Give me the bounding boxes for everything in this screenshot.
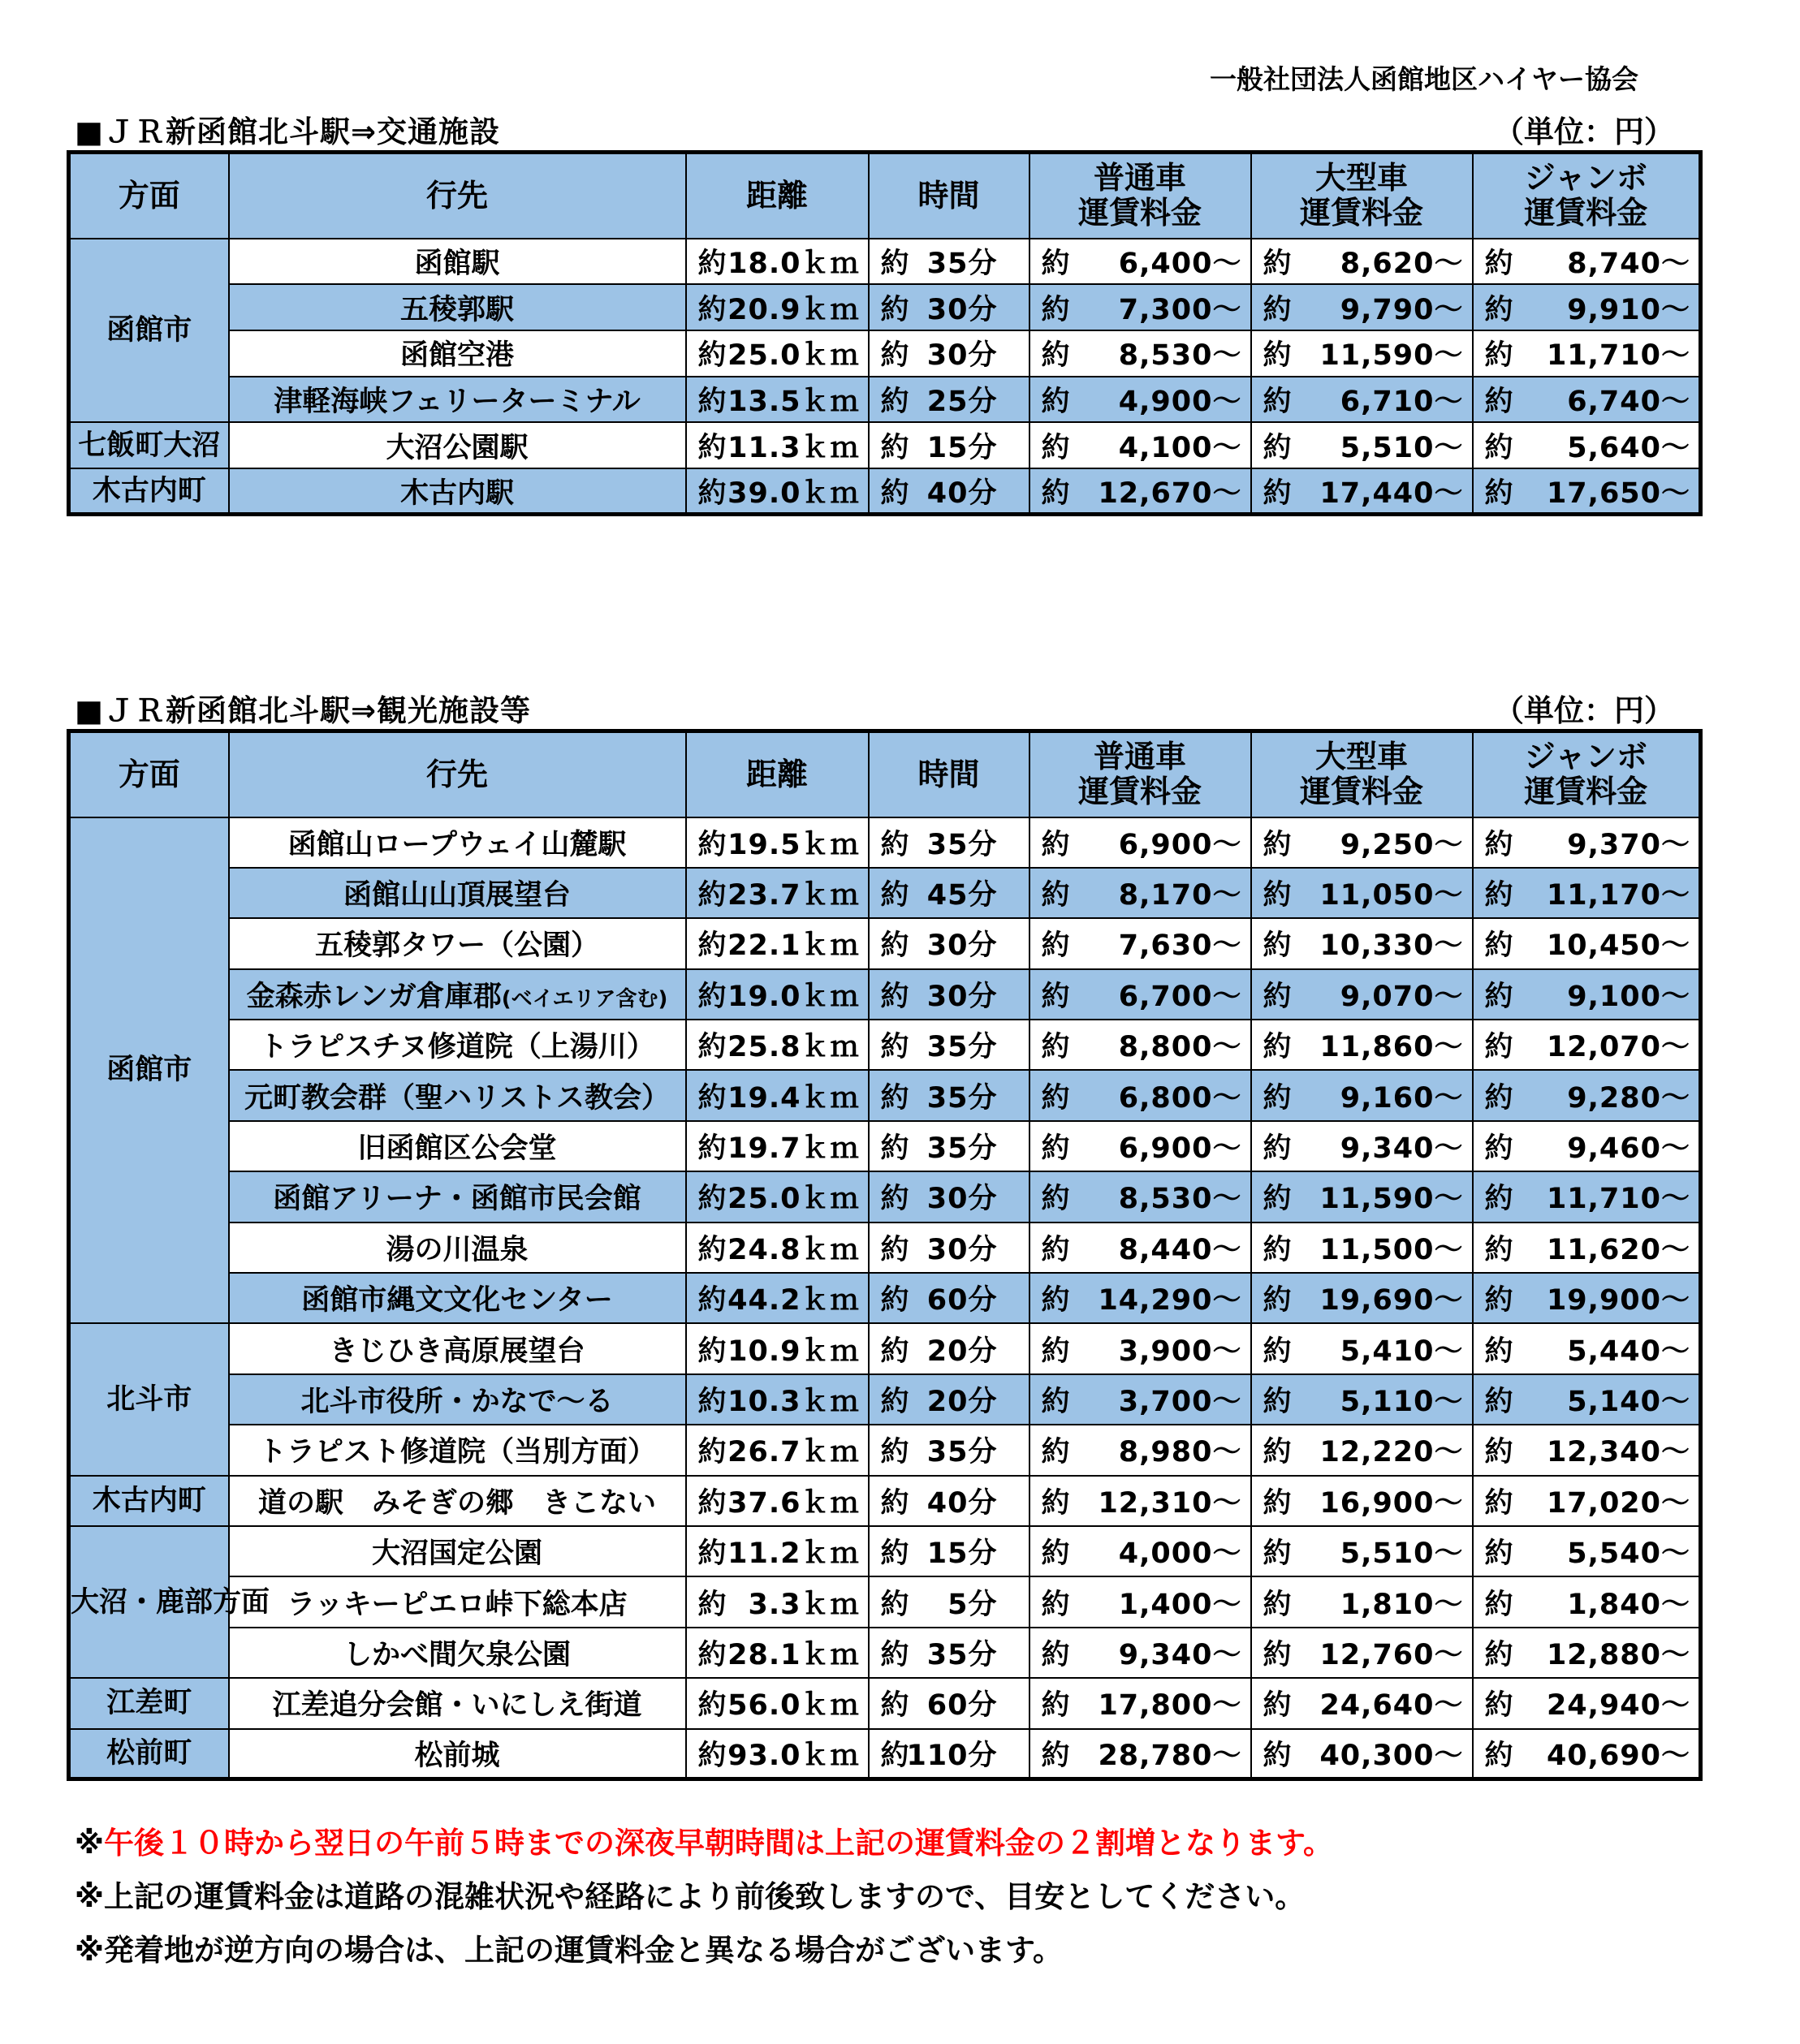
jumbo-fare-cell: 約 9,370～ — [1473, 817, 1701, 868]
destination-cell: 元町教会群（聖ハリストス教会） — [229, 1070, 686, 1120]
header-area: 方面 — [69, 731, 229, 817]
header-normal-car-fare: 普通車 運賃料金 — [1029, 731, 1251, 817]
large-fare-cell: 約 11,860～ — [1251, 1020, 1473, 1070]
table1-title: ■ＪＲ新函館北斗駅⇒交通施設 — [75, 114, 500, 149]
large-fare-cell: 約 5,510～ — [1251, 1526, 1473, 1576]
area-cell: 木古内町 — [69, 1476, 229, 1526]
destination-cell: しかべ間欠泉公園 — [229, 1628, 686, 1678]
time-cell: 約 30分 — [869, 1171, 1029, 1222]
header-row — [69, 731, 1701, 817]
header-large-car-fare: 大型車 運賃料金 — [1251, 731, 1473, 817]
fare-table-tourism — [67, 729, 1703, 1781]
normal-fare-cell: 約 12,670～ — [1029, 468, 1251, 515]
jumbo-fare-cell: 約 5,640～ — [1473, 422, 1701, 468]
distance-cell: 約 44.2ｋｍ — [686, 1273, 869, 1323]
time-cell: 約 35分 — [869, 239, 1029, 285]
jumbo-fare-cell: 約 9,100～ — [1473, 969, 1701, 1020]
area-cell: 松前町 — [69, 1729, 229, 1779]
jumbo-fare-cell: 約 11,710～ — [1473, 330, 1701, 377]
area-cell: 大沼・鹿部方面 — [69, 1526, 229, 1678]
normal-fare-cell: 約 3,700～ — [1029, 1374, 1251, 1425]
jumbo-fare-cell: 約 5,540～ — [1473, 1526, 1701, 1576]
time-cell: 約 20分 — [869, 1374, 1029, 1425]
large-fare-cell: 約 10,330～ — [1251, 918, 1473, 968]
distance-cell: 約 93.0ｋｍ — [686, 1729, 869, 1779]
destination-cell: トラピスト修道院（当別方面） — [229, 1425, 686, 1475]
normal-fare-cell: 約 8,800～ — [1029, 1020, 1251, 1070]
jumbo-fare-cell: 約 12,880～ — [1473, 1628, 1701, 1678]
destination-cell: 函館山山頂展望台 — [229, 868, 686, 918]
header-time: 時間 — [869, 731, 1029, 817]
distance-cell: 約 13.5ｋｍ — [686, 377, 869, 423]
table-row — [69, 330, 1701, 377]
table-row — [69, 969, 1701, 1020]
normal-fare-cell: 約 8,980～ — [1029, 1425, 1251, 1475]
header-normal-car-fare: 普通車 運賃料金 — [1029, 153, 1251, 239]
table-row — [69, 468, 1701, 515]
time-cell: 約 40分 — [869, 468, 1029, 515]
distance-cell: 約 25.8ｋｍ — [686, 1020, 869, 1070]
destination-cell: 函館駅 — [229, 239, 686, 285]
jumbo-fare-cell: 約 19,900～ — [1473, 1273, 1701, 1323]
distance-cell: 約 3.3ｋｍ — [686, 1576, 869, 1627]
note-item: ※発着地が逆方向の場合は、上記の運賃料金と異なる場合がございます。 — [75, 1933, 1064, 1968]
time-cell: 約 40分 — [869, 1476, 1029, 1526]
large-fare-cell: 約 9,070～ — [1251, 969, 1473, 1020]
normal-fare-cell: 約 8,440～ — [1029, 1223, 1251, 1273]
time-cell: 約 60分 — [869, 1678, 1029, 1728]
jumbo-fare-cell: 約 11,710～ — [1473, 1171, 1701, 1222]
normal-fare-cell: 約 1,400～ — [1029, 1576, 1251, 1627]
destination-cell: 金森赤レンガ倉庫郡(ベイエリア含む) — [229, 969, 686, 1020]
header-large-car-fare: 大型車 運賃料金 — [1251, 153, 1473, 239]
large-fare-cell: 約 1,810～ — [1251, 1576, 1473, 1627]
table-row — [69, 1576, 1701, 1627]
note-item: ※上記の運賃料金は道路の混雑状況や経路により前後致しますので、目安としてください。 — [75, 1879, 1306, 1914]
large-fare-cell: 約 9,160～ — [1251, 1070, 1473, 1120]
jumbo-fare-cell: 約 6,740～ — [1473, 377, 1701, 423]
jumbo-fare-cell: 約 9,910～ — [1473, 284, 1701, 330]
table-row — [69, 284, 1701, 330]
large-fare-cell: 約 11,050～ — [1251, 868, 1473, 918]
normal-fare-cell: 約 6,400～ — [1029, 239, 1251, 285]
large-fare-cell: 約 12,220～ — [1251, 1425, 1473, 1475]
table2-title: ■ＪＲ新函館北斗駅⇒観光施設等 — [75, 693, 531, 728]
large-fare-cell: 約 5,410～ — [1251, 1323, 1473, 1373]
normal-fare-cell: 約 8,170～ — [1029, 868, 1251, 918]
table-row — [69, 1628, 1701, 1678]
destination-cell: 道の駅 みそぎの郷 きこない — [229, 1476, 686, 1526]
jumbo-fare-cell: 約 10,450～ — [1473, 918, 1701, 968]
distance-cell: 約 11.2ｋｍ — [686, 1526, 869, 1576]
destination-cell: 函館空港 — [229, 330, 686, 377]
distance-cell: 約 18.0ｋｍ — [686, 239, 869, 285]
normal-fare-cell: 約 12,310～ — [1029, 1476, 1251, 1526]
time-cell: 約 5分 — [869, 1576, 1029, 1627]
large-fare-cell: 約 5,110～ — [1251, 1374, 1473, 1425]
distance-cell: 約 25.0ｋｍ — [686, 330, 869, 377]
large-fare-cell: 約 11,590～ — [1251, 330, 1473, 377]
time-cell: 約 30分 — [869, 330, 1029, 377]
area-cell: 七飯町大沼 — [69, 422, 229, 468]
table-row — [69, 1476, 1701, 1526]
jumbo-fare-cell: 約 8,740～ — [1473, 239, 1701, 285]
table-row — [69, 1729, 1701, 1779]
distance-cell: 約 19.4ｋｍ — [686, 1070, 869, 1120]
header-time: 時間 — [869, 153, 1029, 239]
time-cell: 約 35分 — [869, 1628, 1029, 1678]
time-cell: 約 30分 — [869, 969, 1029, 1020]
distance-cell: 約 10.9ｋｍ — [686, 1323, 869, 1373]
destination-cell: 五稜郭駅 — [229, 284, 686, 330]
table-row — [69, 1121, 1701, 1171]
large-fare-cell: 約 9,340～ — [1251, 1121, 1473, 1171]
table-row — [69, 1171, 1701, 1222]
jumbo-fare-cell: 約 12,340～ — [1473, 1425, 1701, 1475]
normal-fare-cell: 約 4,100～ — [1029, 422, 1251, 468]
table1-unit: （単位：円） — [1494, 114, 1674, 149]
destination-cell: 北斗市役所・かなで～る — [229, 1374, 686, 1425]
large-fare-cell: 約 9,250～ — [1251, 817, 1473, 868]
table-row — [69, 239, 1701, 285]
table-row — [69, 1070, 1701, 1120]
header-area: 方面 — [69, 153, 229, 239]
time-cell: 約 35分 — [869, 1425, 1029, 1475]
table-row — [69, 1526, 1701, 1576]
distance-cell: 約 26.7ｋｍ — [686, 1425, 869, 1475]
time-cell: 約 35分 — [869, 1070, 1029, 1120]
jumbo-fare-cell: 約 9,280～ — [1473, 1070, 1701, 1120]
large-fare-cell: 約 24,640～ — [1251, 1678, 1473, 1728]
table-row — [69, 1374, 1701, 1425]
destination-cell: 湯の川温泉 — [229, 1223, 686, 1273]
jumbo-fare-cell: 約 17,650～ — [1473, 468, 1701, 515]
normal-fare-cell: 約 4,900～ — [1029, 377, 1251, 423]
note-item: ※午後１０時から翌日の午前５時までの深夜早朝時間は上記の運賃料金の２割増となります。 — [75, 1826, 1334, 1861]
normal-fare-cell: 約 28,780～ — [1029, 1729, 1251, 1779]
jumbo-fare-cell: 約 11,170～ — [1473, 868, 1701, 918]
destination-cell: きじひき高原展望台 — [229, 1323, 686, 1373]
distance-cell: 約 37.6ｋｍ — [686, 1476, 869, 1526]
time-cell: 約 15分 — [869, 1526, 1029, 1576]
organization-name: 一般社団法人函館地区ハイヤー協会 — [1210, 63, 1638, 95]
large-fare-cell: 約 5,510～ — [1251, 422, 1473, 468]
jumbo-fare-cell: 約 9,460～ — [1473, 1121, 1701, 1171]
table-row — [69, 1323, 1701, 1373]
jumbo-fare-cell: 約 17,020～ — [1473, 1476, 1701, 1526]
time-cell: 約 30分 — [869, 284, 1029, 330]
time-cell: 約 45分 — [869, 868, 1029, 918]
distance-cell: 約 56.0ｋｍ — [686, 1678, 869, 1728]
normal-fare-cell: 約 14,290～ — [1029, 1273, 1251, 1323]
table-row — [69, 1273, 1701, 1323]
jumbo-fare-cell: 約 1,840～ — [1473, 1576, 1701, 1627]
destination-cell: 函館アリーナ・函館市民会館 — [229, 1171, 686, 1222]
destination-cell: トラピスチヌ修道院（上湯川） — [229, 1020, 686, 1070]
large-fare-cell: 約 17,440～ — [1251, 468, 1473, 515]
destination-cell: 津軽海峡フェリーターミナル — [229, 377, 686, 423]
time-cell: 約 35分 — [869, 1121, 1029, 1171]
large-fare-cell: 約 8,620～ — [1251, 239, 1473, 285]
table-row — [69, 817, 1701, 868]
distance-cell: 約 19.5ｋｍ — [686, 817, 869, 868]
normal-fare-cell: 約 3,900～ — [1029, 1323, 1251, 1373]
normal-fare-cell: 約 6,800～ — [1029, 1070, 1251, 1120]
distance-cell: 約 25.0ｋｍ — [686, 1171, 869, 1222]
large-fare-cell: 約 19,690～ — [1251, 1273, 1473, 1323]
normal-fare-cell: 約 8,530～ — [1029, 1171, 1251, 1222]
destination-cell: 函館山ロープウェイ山麓駅 — [229, 817, 686, 868]
header-distance: 距離 — [686, 153, 869, 239]
notes — [75, 1817, 1333, 1977]
large-fare-cell: 約 6,710～ — [1251, 377, 1473, 423]
large-fare-cell: 約 16,900～ — [1251, 1476, 1473, 1526]
distance-cell: 約 28.1ｋｍ — [686, 1628, 869, 1678]
fare-table-transport — [67, 150, 1703, 516]
distance-cell: 約 39.0ｋｍ — [686, 468, 869, 515]
time-cell: 約 30分 — [869, 1223, 1029, 1273]
table-row — [69, 868, 1701, 918]
header-destination: 行先 — [229, 153, 686, 239]
jumbo-fare-cell: 約 5,140～ — [1473, 1374, 1701, 1425]
jumbo-fare-cell: 約 5,440～ — [1473, 1323, 1701, 1373]
area-cell: 函館市 — [69, 817, 229, 1324]
distance-cell: 約 19.7ｋｍ — [686, 1121, 869, 1171]
area-cell: 木古内町 — [69, 468, 229, 515]
time-cell: 約 110分 — [869, 1729, 1029, 1779]
destination-cell: ラッキーピエロ峠下総本店 — [229, 1576, 686, 1627]
time-cell: 約 60分 — [869, 1273, 1029, 1323]
table-row — [69, 377, 1701, 423]
time-cell: 約 20分 — [869, 1323, 1029, 1373]
destination-cell: 江差追分会館・いにしえ街道 — [229, 1678, 686, 1728]
area-cell: 江差町 — [69, 1678, 229, 1728]
time-cell: 約 35分 — [869, 817, 1029, 868]
distance-cell: 約 23.7ｋｍ — [686, 868, 869, 918]
table-row — [69, 1678, 1701, 1728]
table-row — [69, 1020, 1701, 1070]
destination-cell: 五稜郭タワー（公園） — [229, 918, 686, 968]
destination-cell: 函館市縄文文化センター — [229, 1273, 686, 1323]
destination-cell: 大沼国定公園 — [229, 1526, 686, 1576]
table-row — [69, 422, 1701, 468]
area-cell: 函館市 — [69, 239, 229, 423]
large-fare-cell: 約 11,500～ — [1251, 1223, 1473, 1273]
normal-fare-cell: 約 7,300～ — [1029, 284, 1251, 330]
distance-cell: 約 24.8ｋｍ — [686, 1223, 869, 1273]
distance-cell: 約 10.3ｋｍ — [686, 1374, 869, 1425]
distance-cell: 約 19.0ｋｍ — [686, 969, 869, 1020]
destination-cell: 旧函館区公会堂 — [229, 1121, 686, 1171]
jumbo-fare-cell: 約 11,620～ — [1473, 1223, 1701, 1273]
header-jumbo-fare: ジャンボ 運賃料金 — [1473, 153, 1701, 239]
distance-cell: 約 11.3ｋｍ — [686, 422, 869, 468]
normal-fare-cell: 約 7,630～ — [1029, 918, 1251, 968]
normal-fare-cell: 約 6,700～ — [1029, 969, 1251, 1020]
distance-cell: 約 20.9ｋｍ — [686, 284, 869, 330]
header-destination: 行先 — [229, 731, 686, 817]
time-cell: 約 25分 — [869, 377, 1029, 423]
table-row — [69, 1223, 1701, 1273]
header-jumbo-fare: ジャンボ 運賃料金 — [1473, 731, 1701, 817]
table-row — [69, 1425, 1701, 1475]
header-row — [69, 153, 1701, 239]
jumbo-fare-cell: 約 24,940～ — [1473, 1678, 1701, 1728]
normal-fare-cell: 約 9,340～ — [1029, 1628, 1251, 1678]
table-row — [69, 918, 1701, 968]
normal-fare-cell: 約 6,900～ — [1029, 1121, 1251, 1171]
jumbo-fare-cell: 約 12,070～ — [1473, 1020, 1701, 1070]
time-cell: 約 35分 — [869, 1020, 1029, 1070]
distance-cell: 約 22.1ｋｍ — [686, 918, 869, 968]
area-cell: 北斗市 — [69, 1323, 229, 1475]
normal-fare-cell: 約 4,000～ — [1029, 1526, 1251, 1576]
destination-cell: 木古内駅 — [229, 468, 686, 515]
jumbo-fare-cell: 約 40,690～ — [1473, 1729, 1701, 1779]
time-cell: 約 15分 — [869, 422, 1029, 468]
large-fare-cell: 約 11,590～ — [1251, 1171, 1473, 1222]
time-cell: 約 30分 — [869, 918, 1029, 968]
normal-fare-cell: 約 8,530～ — [1029, 330, 1251, 377]
large-fare-cell: 約 9,790～ — [1251, 284, 1473, 330]
destination-cell: 大沼公園駅 — [229, 422, 686, 468]
large-fare-cell: 約 40,300～ — [1251, 1729, 1473, 1779]
table2-unit: （単位：円） — [1494, 693, 1674, 728]
header-distance: 距離 — [686, 731, 869, 817]
large-fare-cell: 約 12,760～ — [1251, 1628, 1473, 1678]
destination-cell: 松前城 — [229, 1729, 686, 1779]
normal-fare-cell: 約 6,900～ — [1029, 817, 1251, 868]
normal-fare-cell: 約 17,800～ — [1029, 1678, 1251, 1728]
